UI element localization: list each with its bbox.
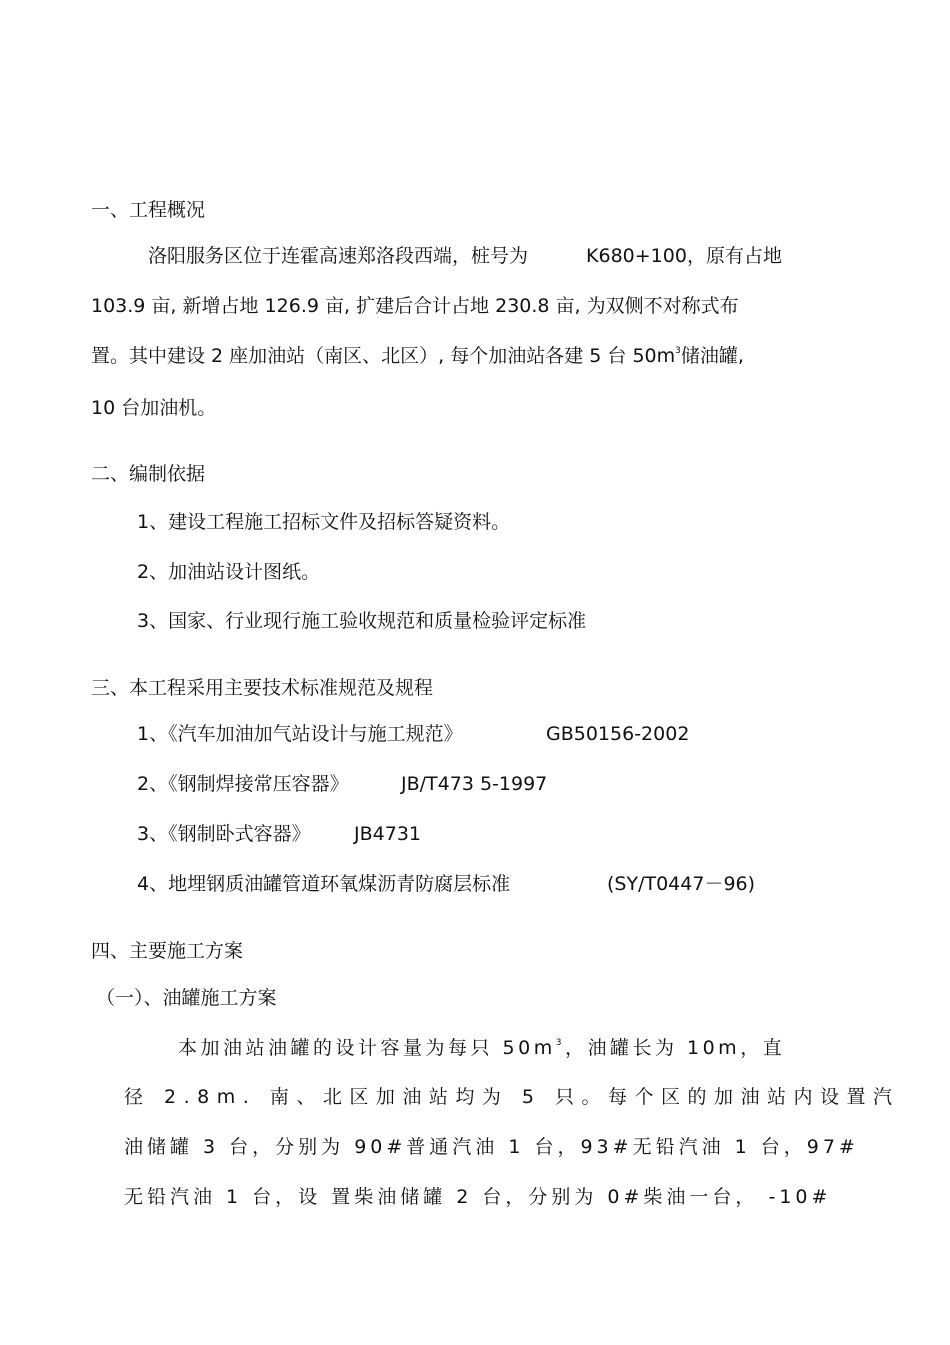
standard-code-4: (SY/T0447－96) bbox=[607, 873, 756, 895]
heading-overview: 一、工程概况 bbox=[91, 199, 206, 221]
standard-code-3: JB4731 bbox=[354, 823, 421, 845]
plan-sup-1: 3 bbox=[555, 1038, 565, 1048]
standard-code-2: JB/T473 5-1997 bbox=[401, 773, 548, 795]
overview-line-2: 103.9 亩, 新增占地 126.9 亩, 扩建后合计占地 230.8 亩, 为双侧不对称式布 bbox=[91, 295, 739, 317]
plan-line-2: 径 2.8m. 南、北区加油站均为 5 只。每个区的加油站内设置汽 bbox=[124, 1086, 900, 1108]
plan-line-4: 无铅汽油 1 台，设 置柴油储罐 2 台，分别为 0#柴油一台， -10# bbox=[124, 1186, 832, 1208]
overview-text-1c: ，原有占地 bbox=[686, 245, 782, 267]
heading-basis: 二、编制依据 bbox=[91, 463, 206, 485]
overview-sup-3: 3 bbox=[675, 346, 681, 356]
overview-stake-number: K680+100 bbox=[586, 245, 687, 267]
overview-text-1a: 洛阳服务区位于连霍高速郑洛段西端，桩号为 bbox=[148, 245, 529, 267]
plan-line-1 bbox=[178, 1036, 785, 1060]
basis-item-1: 1、建设工程施工招标文件及招标答疑资料。 bbox=[137, 511, 511, 533]
heading-plan: 四、主要施工方案 bbox=[91, 940, 244, 962]
standard-name-1: 1、《汽车加油加气站设计与施工规范》 bbox=[137, 723, 463, 745]
overview-line-4: 10 台加油机。 bbox=[91, 397, 217, 419]
plan-line-3: 油储罐 3 台，分别为 90#普通汽油 1 台，93#无铅汽油 1 台，97# bbox=[124, 1136, 859, 1158]
basis-item-2: 2、加油站设计图纸。 bbox=[137, 561, 321, 583]
standard-name-3: 3、《钢制卧式容器》 bbox=[137, 823, 311, 845]
heading-standards: 三、本工程采用主要技术标准规范及规程 bbox=[91, 677, 434, 699]
overview-line-3 bbox=[91, 344, 744, 368]
standard-name-2: 2、《钢制焊接常压容器》 bbox=[137, 773, 349, 795]
standard-code-1: GB50156-2002 bbox=[546, 723, 690, 745]
plan-text-1b: ，油罐长为 10m，直 bbox=[564, 1037, 786, 1059]
overview-line-1 bbox=[148, 244, 782, 268]
standard-name-4: 4、地埋钢质油罐管道环氧煤沥青防腐层标准 bbox=[137, 873, 511, 895]
overview-text-3b: 储油罐, bbox=[680, 345, 744, 367]
standard-item-2 bbox=[137, 772, 548, 796]
standard-item-4 bbox=[137, 872, 756, 896]
subheading-tank-plan: （一）、油罐施工方案 bbox=[96, 987, 277, 1009]
plan-text-1a: 本加油站油罐的设计容量为每只 50m bbox=[178, 1037, 556, 1059]
overview-text-3a: 置。其中建设 2 座加油站（南区、北区）, 每个加油站各建 5 台 50m bbox=[91, 345, 676, 367]
standard-item-3 bbox=[137, 822, 421, 846]
standard-item-1 bbox=[137, 722, 690, 746]
basis-item-3: 3、国家、行业现行施工验收规范和质量检验评定标准 bbox=[137, 610, 587, 632]
